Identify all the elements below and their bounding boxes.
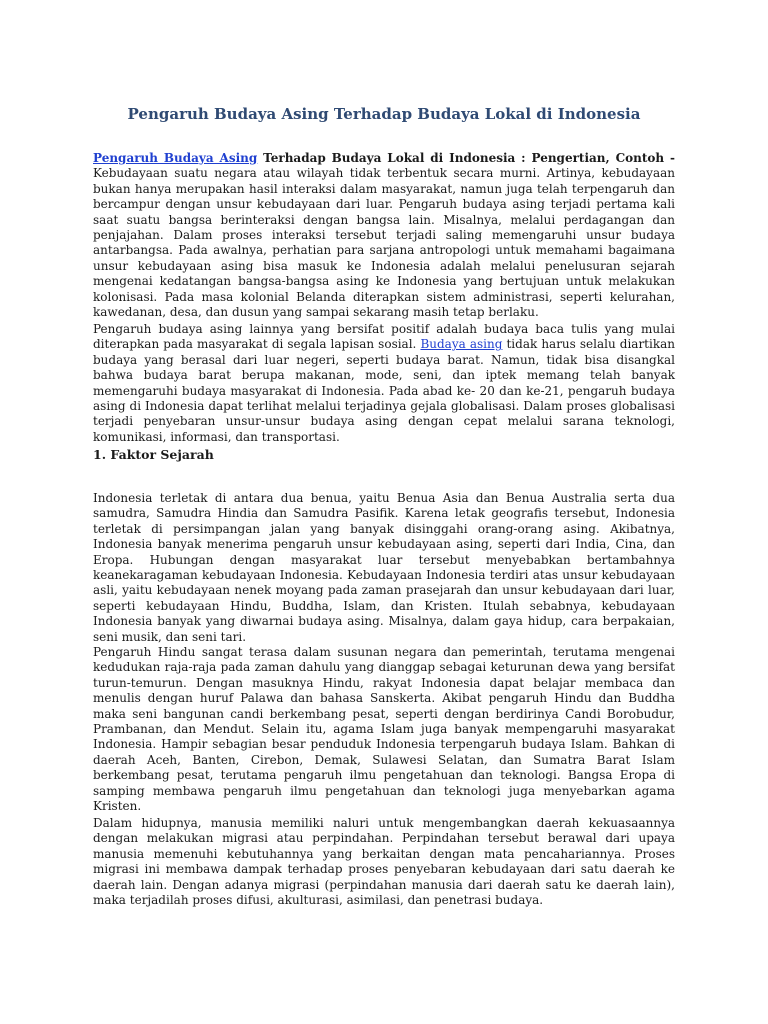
paragraph-4: Pengaruh Hindu sangat terasa dalam susunan negara dan pemerintah, terutama mengenai kedudukan raja-raja pada zaman dahulu yang dianggap sebagai keturunan dewa yang bersifat turun-temurun. Dengan masuknya Hindu, rakyat Indonesia dapat belajar membaca dan menulis dengan huruf Palawa dan bahasa Sanskerta. Akibat pengaruh Hindu dan Buddha maka seni bangunan candi berkembang pesat, seperti dengan berdirinya Candi Borobudur, Prambanan, dan Mendut. Selain itu, agama Islam juga banyak mempengaruhi masyarakat Indonesia. Hampir sebagian besar penduduk Indonesia terpengaruh budaya Islam. Bahkan di daerah Aceh, Banten, Cirebon, Demak, Sulawesi Selatan, dan Sumatra Barat Islam berkembang pesat, terutama pengaruh ilmu pengetahuan dan teknologi. Bangsa Eropa di samping membawa pengaruh ilmu pengetahuan dan teknologi juga menyebarkan agama Kristen. <box>93 645 675 814</box>
paragraph-2 <box>93 322 675 445</box>
budaya-asing-link[interactable]: Budaya asing <box>420 337 503 352</box>
intro-bold-text: Terhadap Budaya Lokal di Indonesia : Pengertian, Contoh - <box>257 151 675 165</box>
paragraph-5: Dalam hidupnya, manusia memiliki naluri untuk mengembangkan daerah kekuasaannya dengan melakukan migrasi atau perpindahan. Perpindahan tersebut berawal dari upaya manusia memenuhi kebutuhannya yang berkaitan dengan mata pencahariannya. Proses migrasi ini membawa dampak terhadap proses penyebaran kebudayaan dari satu daerah ke daerah lain. Dengan adanya migrasi (perpindahan manusia dari daerah satu ke daerah lain), maka terjadilah proses difusi, akulturasi, asimilasi, dan penetrasi budaya. <box>93 816 675 908</box>
document-title: Pengaruh Budaya Asing Terhadap Budaya Lokal di Indonesia <box>127 105 641 123</box>
intro-link[interactable]: Pengaruh Budaya Asing <box>93 151 258 165</box>
intro-text: Kebudayaan suatu negara atau wilayah tidak terbentuk secara murni. Artinya, kebudayaan bukan hanya merupakan hasil interaksi dalam masyarakat, namun juga telah terpengaruh dan bercampur dengan unsur kebudayaan dari luar. Pengaruh budaya asing terjadi pertama kali saat suatu bangsa berinteraksi dengan bangsa lain. Misalnya, melalui perdagangan dan penjajahan. Dalam proses interaksi tersebut terjadi saling memengaruhi unsur budaya antarbangsa. Pada awalnya, perhatian para sarjana antropologi untuk memahami bagaimana unsur kebudayaan asing bisa masuk ke Indonesia adalah melalui penelusuran sejarah mengenai kedatangan bangsa-bangsa asing ke Indonesia yang bertujuan untuk melakukan kolonisasi. Pada masa kolonial Belanda diterapkan sistem administrasi, seperti kelurahan, kawedanan, desa, dan dusun yang sampai sekarang masih tetap berlaku. <box>93 166 675 320</box>
section-heading-faktor-sejarah: 1. Faktor Sejarah <box>93 447 214 462</box>
intro-paragraph <box>93 151 675 320</box>
paragraph-3: Indonesia terletak di antara dua benua, yaitu Benua Asia dan Benua Australia serta dua samudra, Samudra Hindia dan Samudra Pasifik. Karena letak geografis tersebut, Indonesia terletak di persimpangan jalan yang banyak disinggahi orang-orang asing. Akibatnya, Indonesia banyak menerima pengaruh unsur kebudayaan asing, seperti dari India, Cina, dan Eropa. Hubungan dengan masyarakat luar tersebut menyebabkan bertambahnya keanekaragaman kebudayaan Indonesia. Kebudayaan Indonesia terdiri atas unsur kebudayaan asli, yaitu kebudayaan nenek moyang pada zaman prasejarah dan unsur kebudayaan dari luar, seperti kebudayaan Hindu, Buddha, Islam, dan Kristen. Itulah sebabnya, kebudayaan Indonesia banyak yang diwarnai budaya asing. Misalnya, dalam gaya hidup, cara berpakaian, seni musik, dan seni tari. <box>93 491 675 644</box>
paragraph-2-after: tidak harus selalu diartikan budaya yang berasal dari luar negeri, seperti budaya barat. Namun, tidak bisa disangkal bahwa budaya barat berupa makanan, mode, seni, dan iptek memang telah banyak memengaruhi budaya masyarakat di Indonesia. Pada abad ke- 20 dan ke-21, pengaruh budaya asing di Indonesia dapat terlihat melalui terjadinya gejala globalisasi. Dalam proses globalisasi terjadi penyebaran unsur-unsur budaya asing dengan cepat melalui sarana teknologi, komunikasi, informasi, dan transportasi. <box>93 337 676 444</box>
paragraph-2-before: Pengaruh budaya asing lainnya yang bersifat positif adalah budaya baca tulis yang mulai diterapkan pada masyarakat di segala lapisan sosial. <box>93 322 675 352</box>
